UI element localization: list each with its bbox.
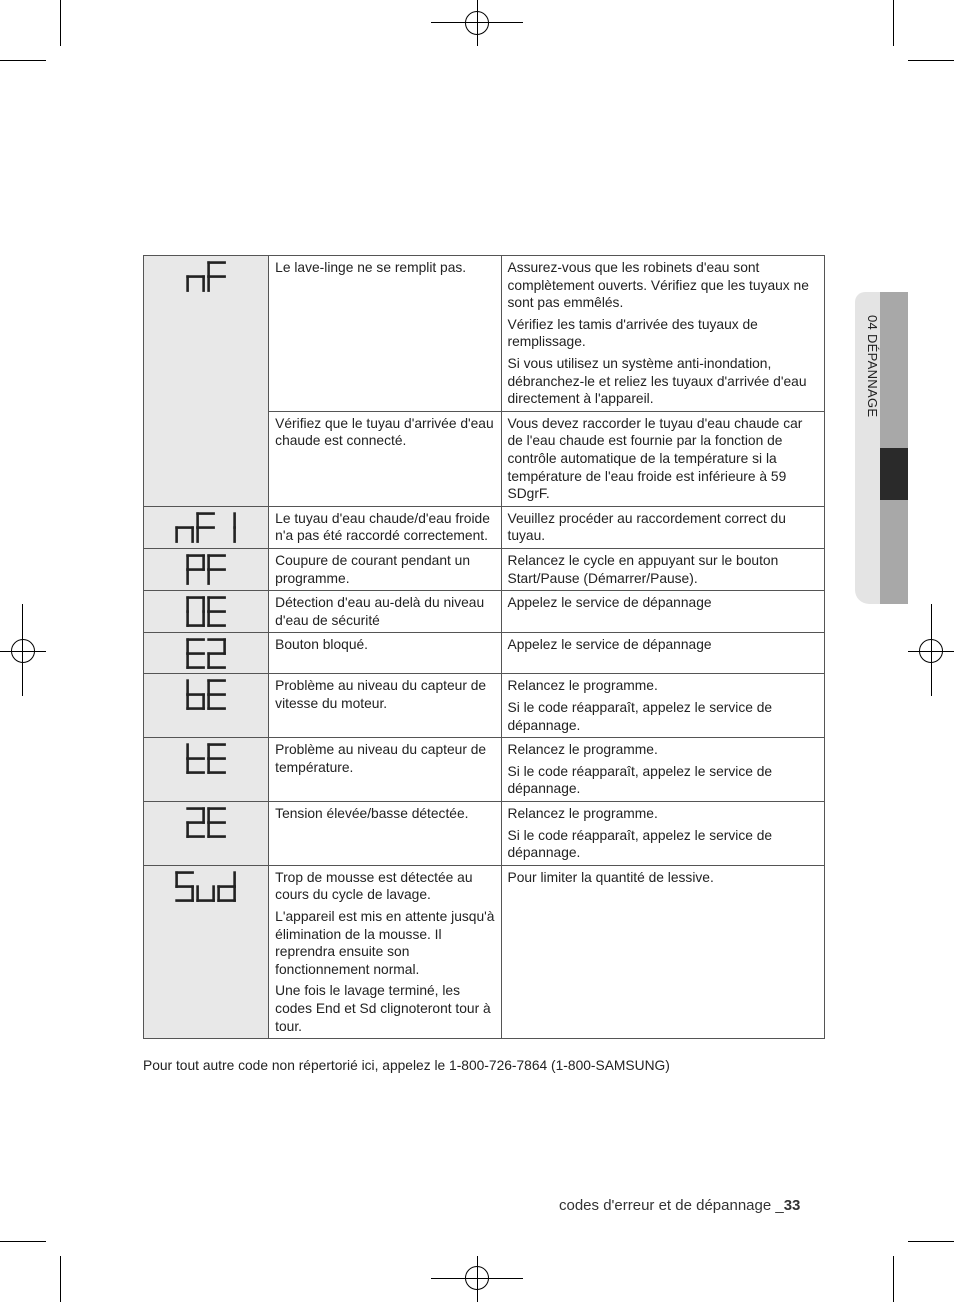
code-cell <box>144 506 269 548</box>
page-footer <box>559 1197 800 1214</box>
solution-text: Relancez le programme. <box>507 806 658 822</box>
table-row <box>144 865 825 1038</box>
problem-cell <box>269 256 501 412</box>
footnote: Pour tout autre code non répertorié ici, appelez le 1-800-726-7864 (1-800-SAMSUNG) <box>143 1058 670 1073</box>
solution-text: Appelez le service de dépannage <box>507 637 712 653</box>
problem-cell <box>269 865 501 1038</box>
problem-text: Trop de mousse est détectée au cours du cycle de lavage. <box>275 869 473 903</box>
problem-text: Problème au niveau du capteur de vitesse du moteur. <box>275 678 487 712</box>
table-row <box>144 633 825 674</box>
problem-cell <box>269 506 501 548</box>
code-cell <box>144 591 269 633</box>
code-cell <box>144 256 269 507</box>
solution-text: Relancez le programme. <box>507 678 658 694</box>
error-code-display <box>185 742 227 775</box>
error-code-display <box>185 637 227 670</box>
chapter-tab-label: 04 DÉPANNAGE <box>865 314 880 418</box>
solution-text: Si vous utilisez un système anti-inondation, débranchez-le et reliez les tuyaux d'arrivée d'eau directement à l'appareil. <box>507 355 807 407</box>
crop-mark <box>0 60 46 61</box>
solution-cell <box>501 591 825 633</box>
problem-text: Le tuyau d'eau chaude/d'eau froide n'a pas été raccordé correctement. <box>275 510 490 544</box>
crop-mark <box>893 0 894 46</box>
problem-text: Le lave-linge ne se remplit pas. <box>275 260 467 275</box>
registration-mark-line <box>0 651 46 652</box>
error-code-display <box>185 553 227 586</box>
problem-cell <box>269 633 501 674</box>
solution-text: Relancez le programme. <box>507 742 658 758</box>
solution-text: Si le code réapparaît, appelez le service de dépannage. <box>507 827 773 861</box>
code-cell <box>144 548 269 590</box>
solution-cell <box>501 548 825 590</box>
crop-mark <box>60 1256 61 1302</box>
code-cell <box>144 865 269 1038</box>
table-row <box>144 738 825 802</box>
table-row <box>144 548 825 590</box>
solution-cell <box>501 802 825 866</box>
problem-cell <box>269 591 501 633</box>
solution-text: Si le code réapparaît, appelez le service de dépannage. <box>507 763 773 797</box>
solution-cell <box>501 674 825 738</box>
crop-mark <box>908 60 954 61</box>
solution-cell <box>501 506 825 548</box>
problem-cell <box>269 548 501 590</box>
problem-text: Problème au niveau du capteur de température. <box>275 742 487 775</box>
solution-cell <box>501 633 825 674</box>
registration-mark-line <box>931 604 932 696</box>
solution-text: Vous devez raccorder le tuyau d'eau chaude car de l'eau chaude est fournie par la fonction de contrôle automatique de la température si la température de l'eau froide est inférieure à 59 SDgrF. <box>507 415 803 502</box>
error-code-display <box>185 595 227 628</box>
problem-text: Une fois le lavage terminé, les codes End et Sd clignoteront tour à tour. <box>275 983 491 1034</box>
solution-text: Si le code réapparaît, appelez le service de dépannage. <box>507 700 773 733</box>
code-cell <box>144 802 269 866</box>
problem-cell <box>269 674 501 738</box>
error-code-table <box>143 255 825 1039</box>
error-code-display <box>185 678 227 711</box>
registration-mark-line <box>477 1256 478 1302</box>
registration-mark-line <box>22 604 23 696</box>
problem-text: Tension élevée/basse détectée. <box>275 806 469 822</box>
problem-text: L'appareil est mis en attente jusqu'à élimination de la mousse. Il reprendra ensuite son fonctionnement normal. <box>275 909 495 977</box>
problem-cell <box>269 411 501 506</box>
table-row <box>144 506 825 548</box>
crop-mark <box>0 1241 46 1242</box>
problem-cell <box>269 738 501 802</box>
error-code-table-body <box>144 256 825 1039</box>
problem-text: Vérifiez que le tuyau d'arrivée d'eau chaude est connecté. <box>275 415 494 449</box>
solution-text: Pour limiter la quantité de lessive. <box>507 869 714 885</box>
error-code-display <box>185 806 227 839</box>
table-row <box>144 256 825 412</box>
table-row <box>144 591 825 633</box>
chapter-tab-marker <box>880 448 908 500</box>
footer-title: codes d'erreur et de dépannage _ <box>559 1197 784 1214</box>
error-code-display <box>174 870 237 903</box>
code-cell <box>144 674 269 738</box>
solution-cell <box>501 411 825 506</box>
problem-cell <box>269 802 501 866</box>
problem-text: Détection d'eau au-delà du niveau d'eau de sécurité <box>275 595 485 628</box>
code-cell <box>144 633 269 674</box>
crop-mark <box>60 0 61 46</box>
crop-mark <box>893 1256 894 1302</box>
table-row <box>144 802 825 866</box>
table-row <box>144 674 825 738</box>
problem-text: Bouton bloqué. <box>275 637 368 653</box>
registration-mark-line <box>477 0 478 46</box>
solution-text: Appelez le service de dépannage <box>507 595 712 611</box>
error-code-display <box>185 260 227 293</box>
solution-cell <box>501 256 825 412</box>
page-number: 33 <box>783 1197 801 1214</box>
solution-text: Vérifiez les tamis d'arrivée des tuyaux de remplissage. <box>507 316 758 350</box>
code-cell <box>144 738 269 802</box>
solution-text: Relancez le cycle en appuyant sur le bouton Start/Pause (Démarrer/Pause). <box>507 552 779 586</box>
crop-mark <box>908 1241 954 1242</box>
problem-text: Coupure de courant pendant un programme. <box>275 552 471 586</box>
solution-text: Assurez-vous que les robinets d'eau sont complètement ouverts. Vérifiez que les tuyaux ne sont pas emmêlés. <box>507 260 809 311</box>
solution-text: Veuillez procéder au raccordement correct du tuyau. <box>507 510 786 544</box>
error-code-display <box>174 511 237 544</box>
solution-cell <box>501 865 825 1038</box>
solution-cell <box>501 738 825 802</box>
